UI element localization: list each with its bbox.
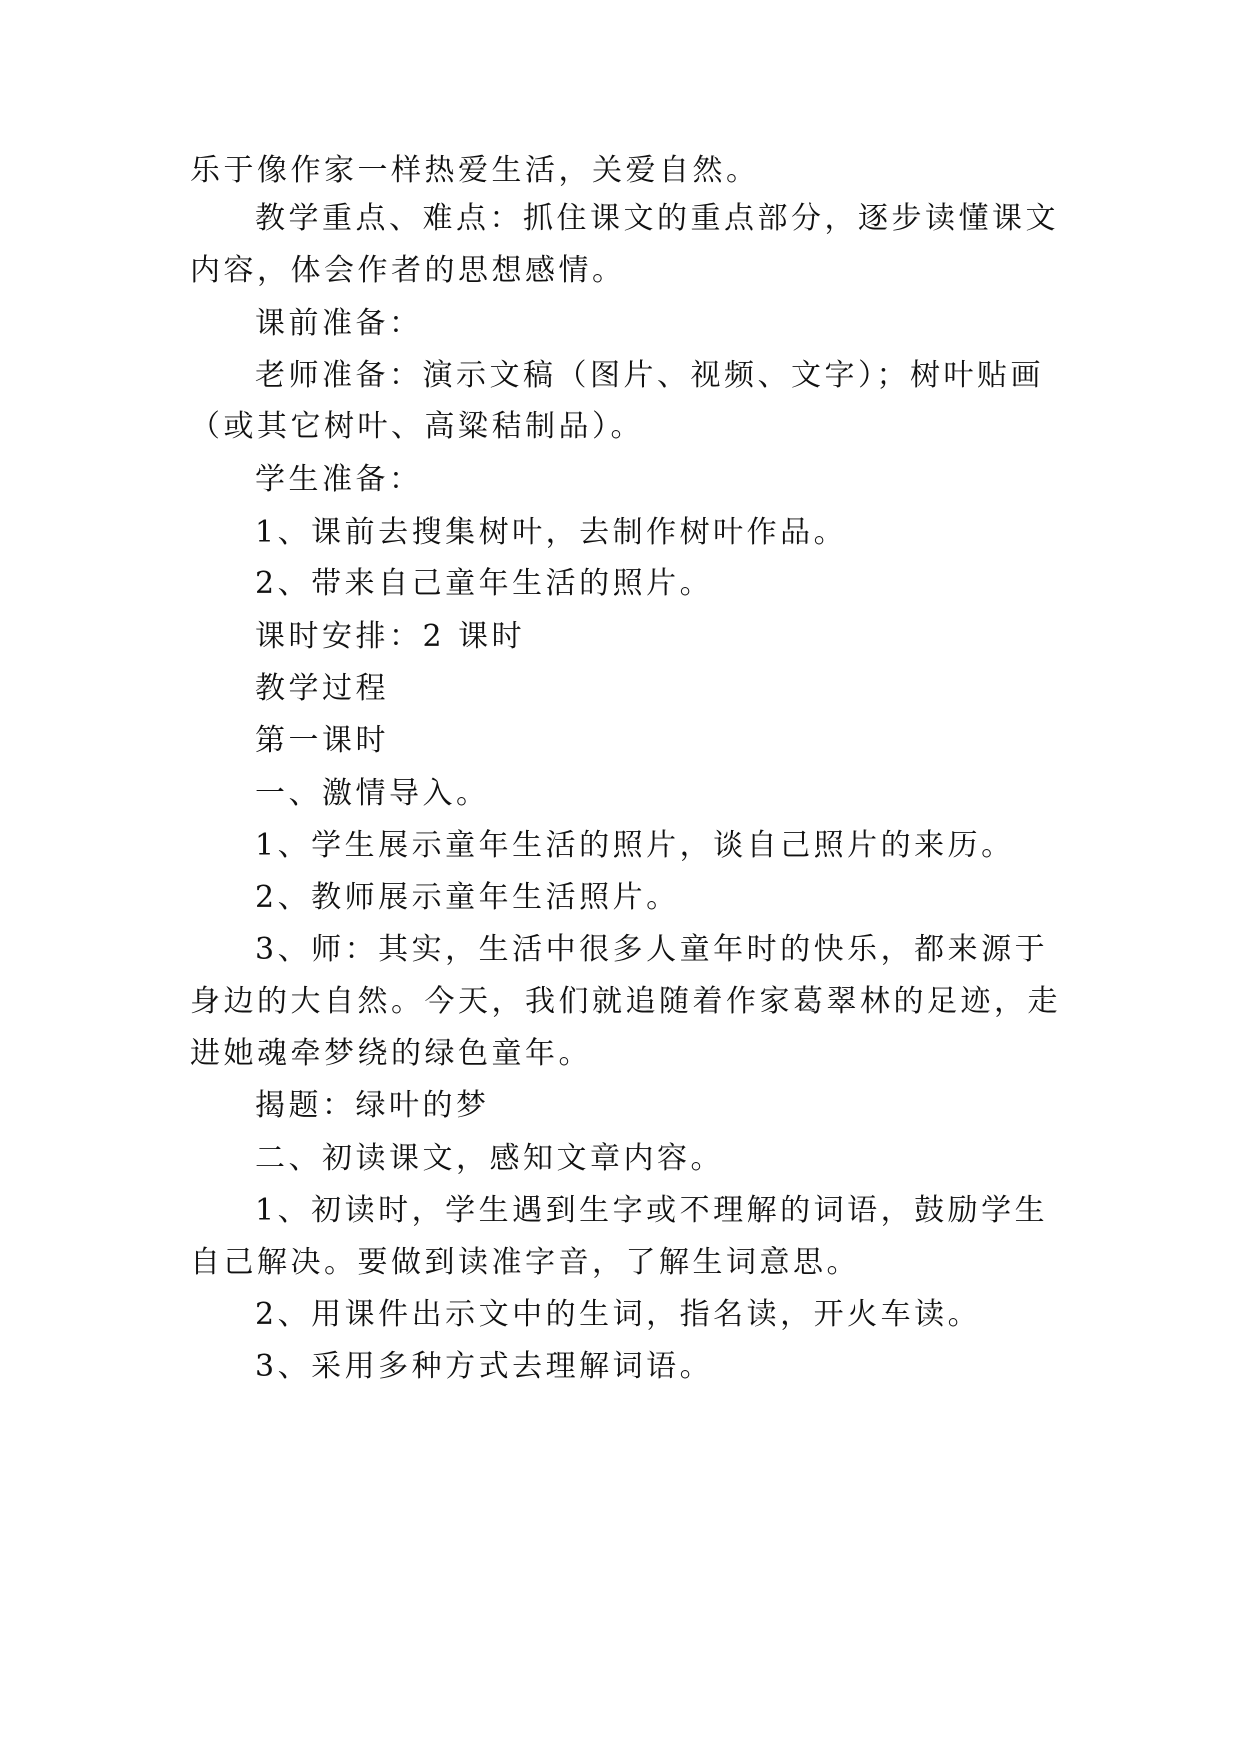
text-line: 2、带来自己童年生活的照片。: [255, 566, 714, 601]
text-line: 自己解决。要做到读准字音，了解生词意思。: [190, 1245, 860, 1280]
text-line: 教学过程: [255, 671, 389, 706]
text-line: 身边的大自然。今天，我们就追随着作家葛翠林的足迹，走: [190, 984, 1061, 1019]
text-line: 2、用课件出示文中的生词，指名读，开火车读。: [255, 1297, 982, 1332]
text-line: 揭题：绿叶的梦: [255, 1088, 490, 1123]
text-line: 课时安排：2 课时: [255, 619, 526, 654]
text-line: 一、激情导入。: [255, 776, 490, 811]
text-line: 老师准备：演示文稿（图片、视频、文字）；树叶贴画: [255, 358, 1044, 393]
text-line: 内容，体会作者的思想感情。: [190, 253, 626, 288]
text-line: 1、学生展示童年生活的照片，谈自己照片的来历。: [255, 828, 1015, 863]
text-line: 课前准备：: [255, 306, 423, 341]
text-line: 进她魂牵梦绕的绿色童年。: [190, 1036, 592, 1071]
text-line: 学生准备：: [255, 462, 423, 497]
text-line: 3、师：其实，生活中很多人童年时的快乐，都来源于: [255, 932, 1049, 967]
text-line: 第一课时: [255, 723, 389, 758]
text-line: 2、教师展示童年生活照片。: [255, 880, 680, 915]
text-line: 乐于像作家一样热爱生活，关爱自然。: [190, 153, 760, 188]
text-line: 教学重点、难点：抓住课文的重点部分，逐步读懂课文: [255, 201, 1059, 236]
text-line: 1、课前去搜集树叶，去制作树叶作品。: [255, 515, 848, 550]
text-line: 3、采用多种方式去理解词语。: [255, 1349, 714, 1384]
text-line: （或其它树叶、高粱秸制品）。: [190, 409, 644, 444]
text-line: 二、初读课文，感知文章内容。: [255, 1141, 724, 1176]
text-line: 1、初读时，学生遇到生字或不理解的词语，鼓励学生: [255, 1193, 1049, 1228]
